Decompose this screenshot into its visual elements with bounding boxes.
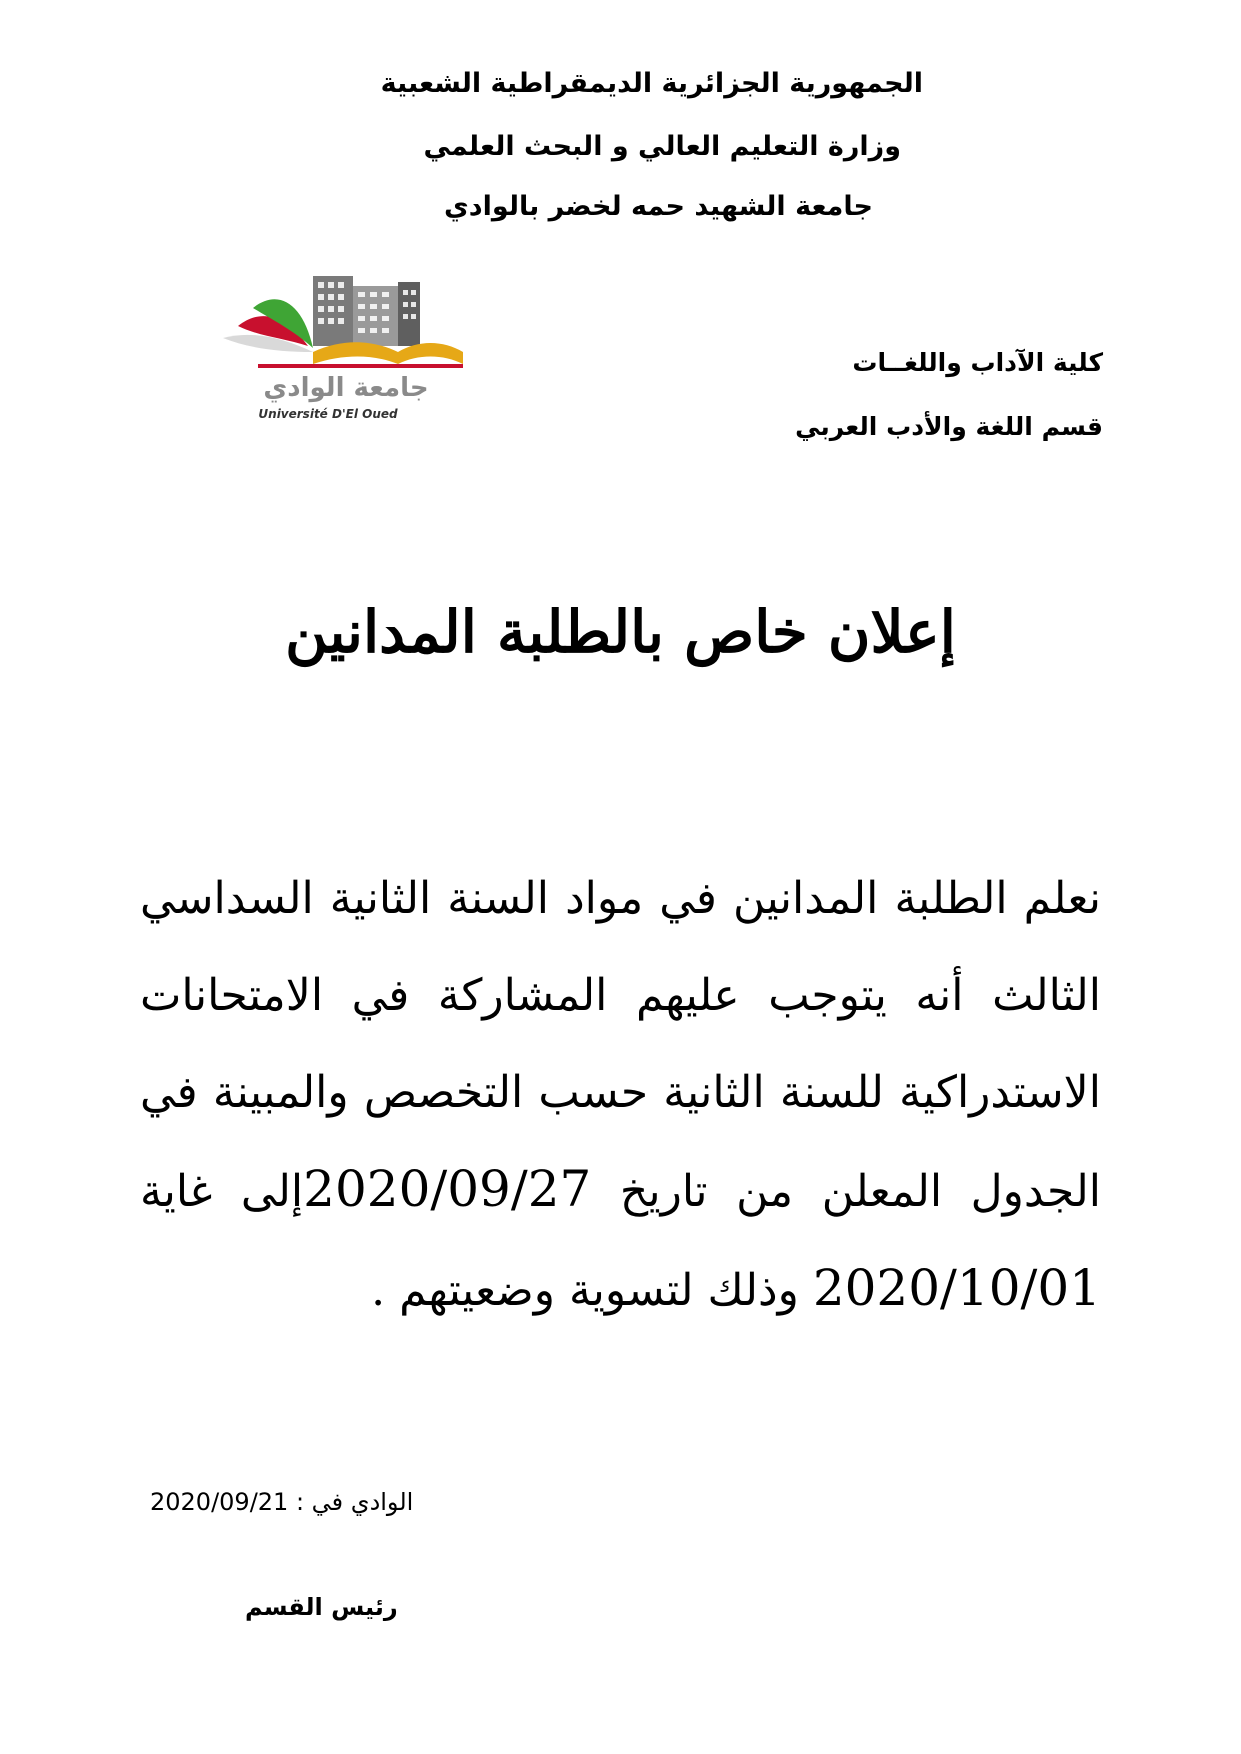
announcement-body — [140, 850, 1101, 1339]
place-and-date — [150, 1488, 413, 1516]
university-logo-icon — [218, 268, 473, 428]
logo-arabic-text: جامعة الوادي — [263, 373, 429, 403]
logo-latin-text: Université D'El Oued — [258, 407, 398, 421]
building-graphic — [313, 276, 420, 346]
announcement-title: إعلان خاص بالطلبة المدانين — [285, 598, 956, 666]
place-label: الوادي في : — [288, 1488, 414, 1516]
issue-date: 2020/09/21 — [150, 1488, 289, 1516]
signature-label: رئيس القسم — [245, 1593, 398, 1621]
ministry-name: وزارة التعليم العالي و البحث العلمي — [423, 131, 901, 162]
body-part1: نعلم الطلبة المدانين في مواد السنة الثانية السداسي الثالث أنه يتوجب عليهم المشاركة في الامتحانات الاستدراكية للسنة الثانية حسب التخصص والمبينة في الجدول المعلن من تاريخ — [140, 873, 1102, 1217]
university-name: جامعة الشهيد حمه لخضر بالوادي — [444, 191, 873, 222]
date-to: 2020/10/01 — [812, 1259, 1101, 1317]
university-logo — [218, 268, 473, 428]
faculty-name: كلية الآداب واللغــات — [852, 348, 1103, 377]
body-part3: وذلك لتسوية وضعيتهم . — [371, 1265, 813, 1316]
department-name: قسم اللغة والأدب العربي — [795, 412, 1103, 441]
date-from: 2020/09/27 — [303, 1160, 592, 1218]
body-part2: إلى غاية — [140, 1166, 304, 1217]
republic-name: الجمهورية الجزائرية الديمقراطية الشعبية — [380, 68, 923, 99]
